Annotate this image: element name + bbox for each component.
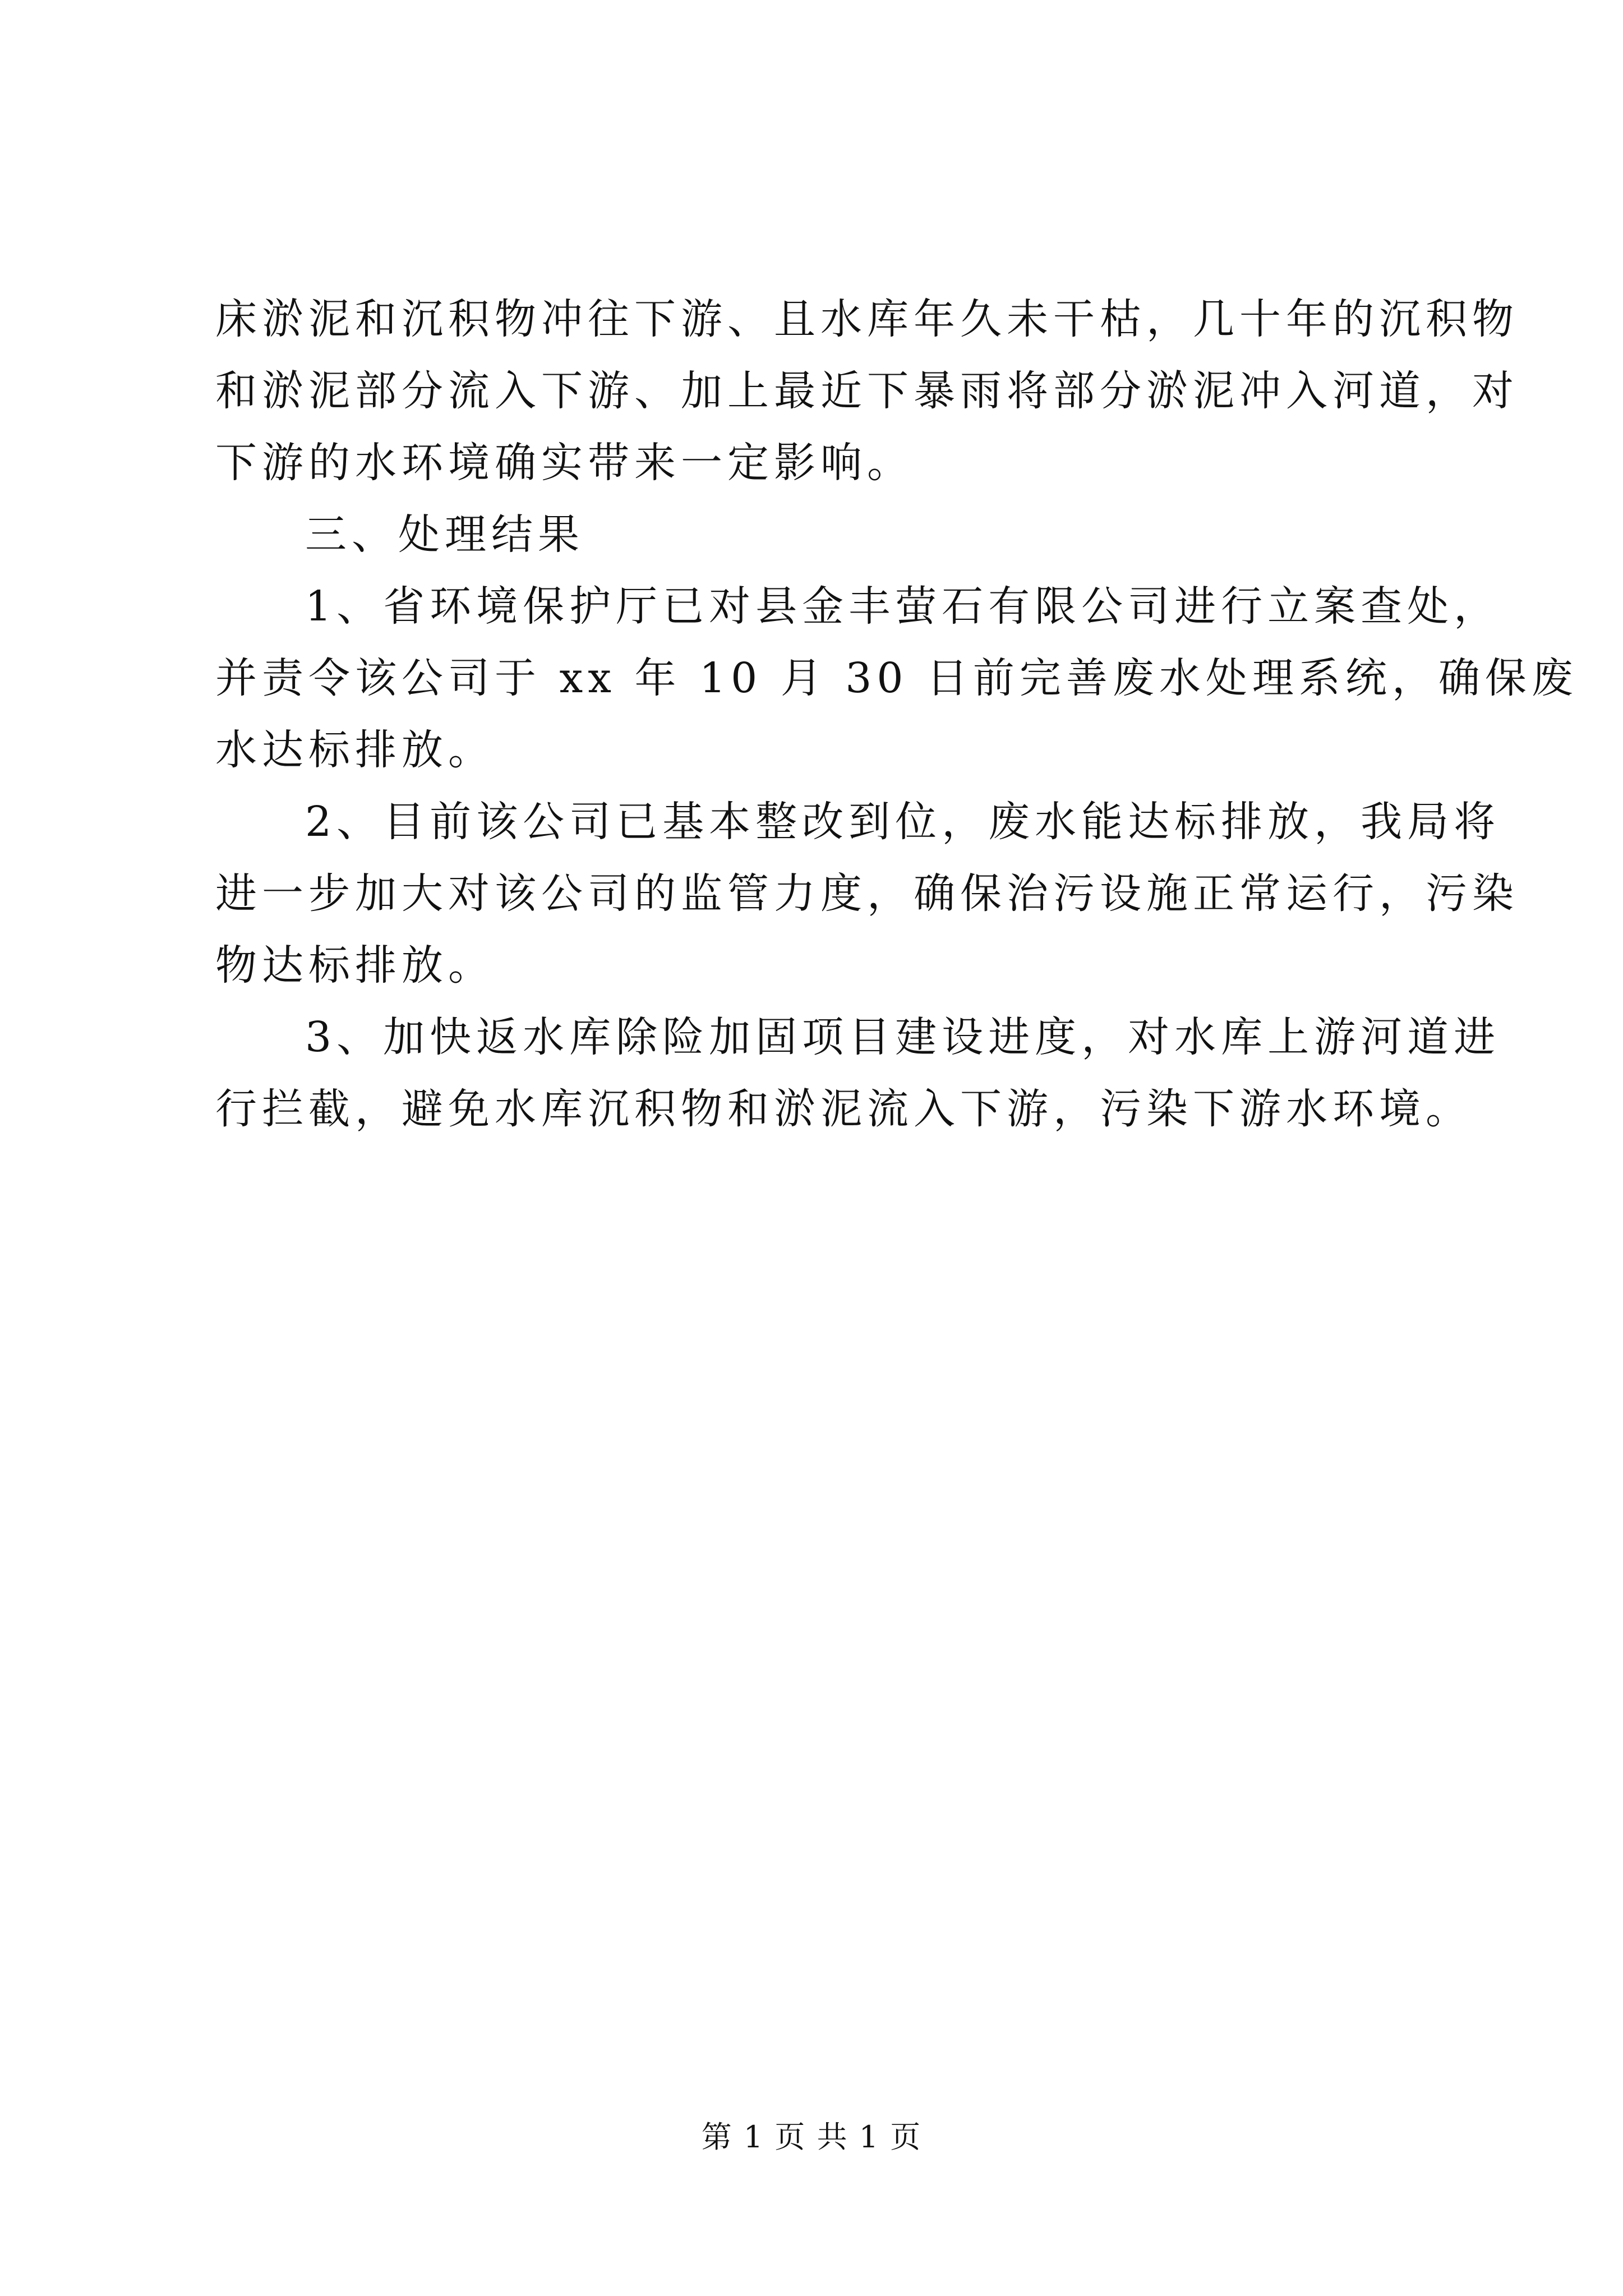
section-heading: 三、处理结果 xyxy=(305,510,584,559)
item-1-line-1: 1、省环境保护厅已对县金丰萤石有限公司进行立案查处， xyxy=(305,582,1501,631)
item-2-line-2: 进一步加大对该公司的监管力度，确保治污设施正常运行，污染 xyxy=(215,869,1519,918)
item-3-line-2: 行拦截，避免水库沉积物和淤泥流入下游，污染下游水环境。 xyxy=(215,1085,1472,1133)
text-line-1: 床淤泥和沉积物冲往下游、且水库年久未干枯，几十年的沉积物 xyxy=(215,295,1519,343)
item-3-line-1: 3、加快返水库除险加固项目建设进度，对水库上游河道进 xyxy=(305,1013,1501,1061)
item-1-line-2: 并责令该公司于 xx 年 10 月 30 日前完善废水处理系统，确保废 xyxy=(215,654,1578,702)
text-line-3: 下游的水环境确实带来一定影响。 xyxy=(215,439,914,487)
text-line-2: 和淤泥部分流入下游、加上最近下暴雨将部分淤泥冲入河道，对 xyxy=(215,367,1519,415)
page-number-footer: 第 1 页 共 1 页 xyxy=(701,2119,922,2155)
item-1-line-3: 水达标排放。 xyxy=(215,726,495,774)
item-2-line-1: 2、目前该公司已基本整改到位，废水能达标排放，我局将 xyxy=(305,798,1501,846)
document-body xyxy=(215,283,1578,1145)
item-2-line-3: 物达标排放。 xyxy=(215,941,495,990)
